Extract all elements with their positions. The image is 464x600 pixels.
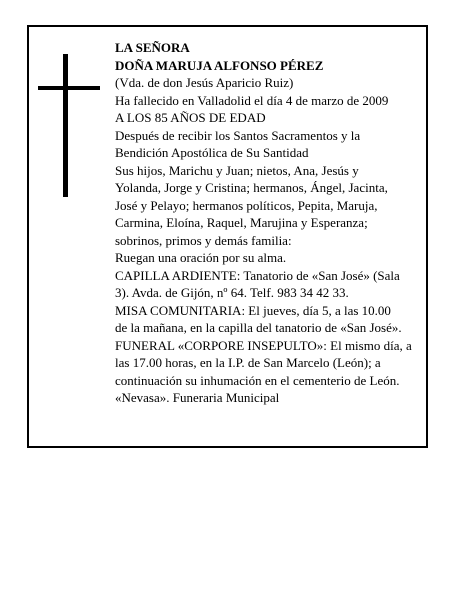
funeral-line-2: las 17.00 horas, en la I.P. de San Marcelo (León); a [115,355,381,370]
sacraments-line-1: Después de recibir los Santos Sacramentos y la [115,127,361,143]
widow-of-line: (Vda. de don Jesús Aparicio Ruiz) [115,75,294,90]
cross-icon [38,54,100,197]
prayer-request: Ruegan una oración por su alma. [115,250,287,265]
death-place-date: Ha fallecido en Valladolid el día 4 de marzo de 2009 [115,92,389,108]
funeral-home: «Nevasa». Funeraria Municipal [115,390,280,405]
family-line-4: Carmina, Eloína, Raquel, Marujina y Esperanza; [115,215,368,230]
sacraments-line-2: Bendición Apostólica de Su Santidad [115,145,309,160]
obituary-text [115,39,428,407]
chapel-line-1: CAPILLA ARDIENTE: Tanatorio de «San José» (Sala [115,267,400,283]
title-la-senora: LA SEÑORA [115,40,190,55]
chapel-line-2: 3). Avda. de Gijón, nº 64. Telf. 983 34 42 33. [115,285,349,300]
age-line: A LOS 85 AÑOS DE EDAD [115,110,266,125]
funeral-line-1: FUNERAL «CORPORE INSEPULTO»: El mismo día, a [115,337,412,353]
family-line-1: Sus hijos, Marichu y Juan; nietos, Ana, Jesús y [115,162,359,178]
cross-vertical-bar [63,54,68,197]
family-line-3: José y Pelayo; hermanos políticos, Pepita, Maruja, [115,197,378,213]
family-line-2: Yolanda, Jorge y Cristina; hermanos, Ángel, Jacinta, [115,180,388,195]
family-line-5: sobrinos, primos y demás familia: [115,232,292,248]
mass-line-2: de la mañana, en la capilla del tanatorio de «San José». [115,320,402,335]
mass-line-1: MISA COMUNITARIA: El jueves, día 5, a las 10.00 [115,302,391,318]
deceased-name: DOÑA MARUJA ALFONSO PÉREZ [115,57,324,73]
cross-horizontal-bar [38,86,100,90]
funeral-line-3: continuación su inhumación en el cementerio de León. [115,372,400,388]
